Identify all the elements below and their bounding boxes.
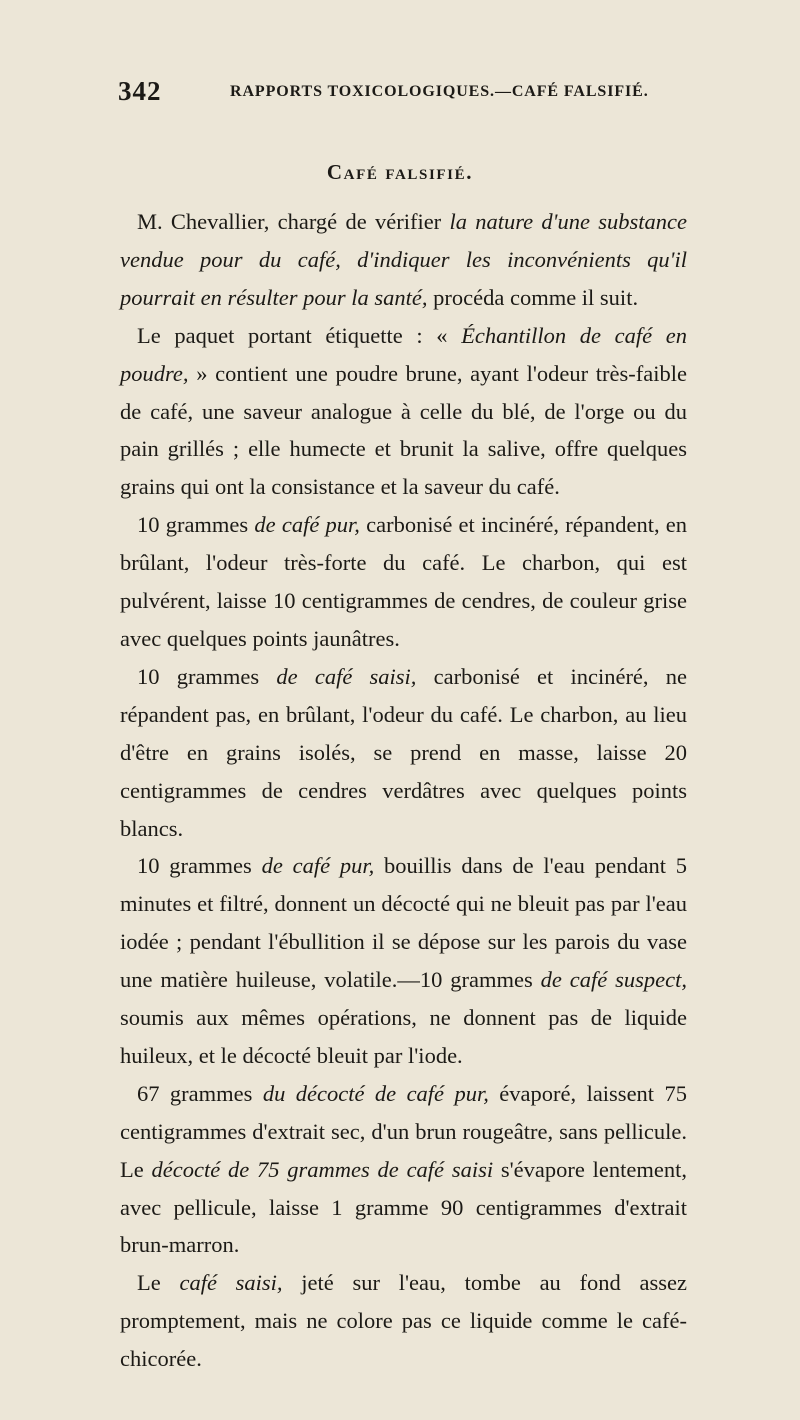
italic-text: de café pur, (254, 512, 360, 538)
italic-text: de café saisi, (276, 663, 417, 689)
text-run: soumis aux mêmes opérations, ne donnent pas de liquide huileux, et le décocté bleuit par l'iode. (120, 1005, 687, 1068)
text-run: évaporé, laissent 75 centigrammes d'extrait sec, d'un brun rougeâtre, sans pellicule. Le (120, 1080, 687, 1182)
text-run: M. Chevallier, chargé de vérifier (137, 209, 450, 234)
paragraph (120, 658, 687, 848)
text-run: procéda comme il suit. (427, 284, 639, 310)
text-run: 10 grammes (137, 512, 255, 538)
italic-text: la nature d'une substance vendue pour du café, d'indiquer les inconvénients qu'il pourrait en résulter pour la santé, (120, 209, 687, 310)
body-text (120, 203, 687, 1378)
running-title: RAPPORTS TOXICOLOGIQUES.—CAFÉ FALSIFIÉ. (230, 83, 649, 100)
text-run: bouillis dans de l'eau pendant 5 minutes et filtré, donnent un décocté qui ne bleuit pas par l'eau iodée ; pendant l'ébullition il se dépose sur les parois du vase une matière huileuse, volatile.—10 grammes (120, 853, 687, 993)
paragraph (120, 847, 687, 1074)
text-run: 67 grammes (137, 1080, 263, 1106)
italic-text: du décocté de café pur, (262, 1080, 489, 1106)
text-run: s'évapore lentement, avec pellicule, laisse 1 gramme 90 centigrammes d'extrait brun-marron. (120, 1156, 688, 1258)
running-head (0, 76, 800, 116)
text-run: Le (137, 1270, 180, 1296)
text-run: » contient une poudre brune, ayant l'odeur très-faible de café, une saveur analogue à celle du blé, de l'orge ou du pain grillés ; elle humecte et brunit la salive, offre quelques grains qui ont la consistance et la saveur du café. (120, 360, 687, 500)
text-run: 10 grammes (137, 853, 262, 879)
paragraph (120, 317, 687, 507)
italic-text: Échantillon de café en poudre, (120, 322, 688, 386)
section-title: Café falsifié. (326, 160, 474, 184)
paragraph (120, 1075, 687, 1265)
paragraph (120, 506, 687, 658)
italic-text: de café suspect, (540, 967, 687, 993)
text-run: carbonisé et incinéré, ne répandent pas, en brûlant, l'odeur du café. Le charbon, au lieu d'être en grains isolés, se prend en masse, laisse 20 centigrammes de cendres verdâtres avec quelques points blancs. (120, 663, 687, 841)
paragraph (120, 203, 687, 317)
page-number: 342 (118, 76, 162, 106)
text-run: 10 grammes (137, 663, 277, 689)
text-run: jeté sur l'eau, tombe au fond assez promptement, mais ne colore pas ce liquide comme le café-chicorée. (120, 1270, 687, 1372)
text-run: carbonisé et incinéré, répandent, en brûlant, l'odeur très-forte du café. Le charbon, qui est pulvérent, laisse 10 centigrammes de cendres, de couleur grise avec quelques points jaunâtres. (120, 512, 688, 651)
text-run: Le paquet portant étiquette : « (137, 322, 462, 348)
italic-text: de café pur, (261, 853, 375, 879)
italic-text: décocté de 75 grammes de café saisi (151, 1156, 494, 1182)
paragraph (120, 1264, 687, 1378)
italic-text: café saisi, (179, 1270, 283, 1296)
